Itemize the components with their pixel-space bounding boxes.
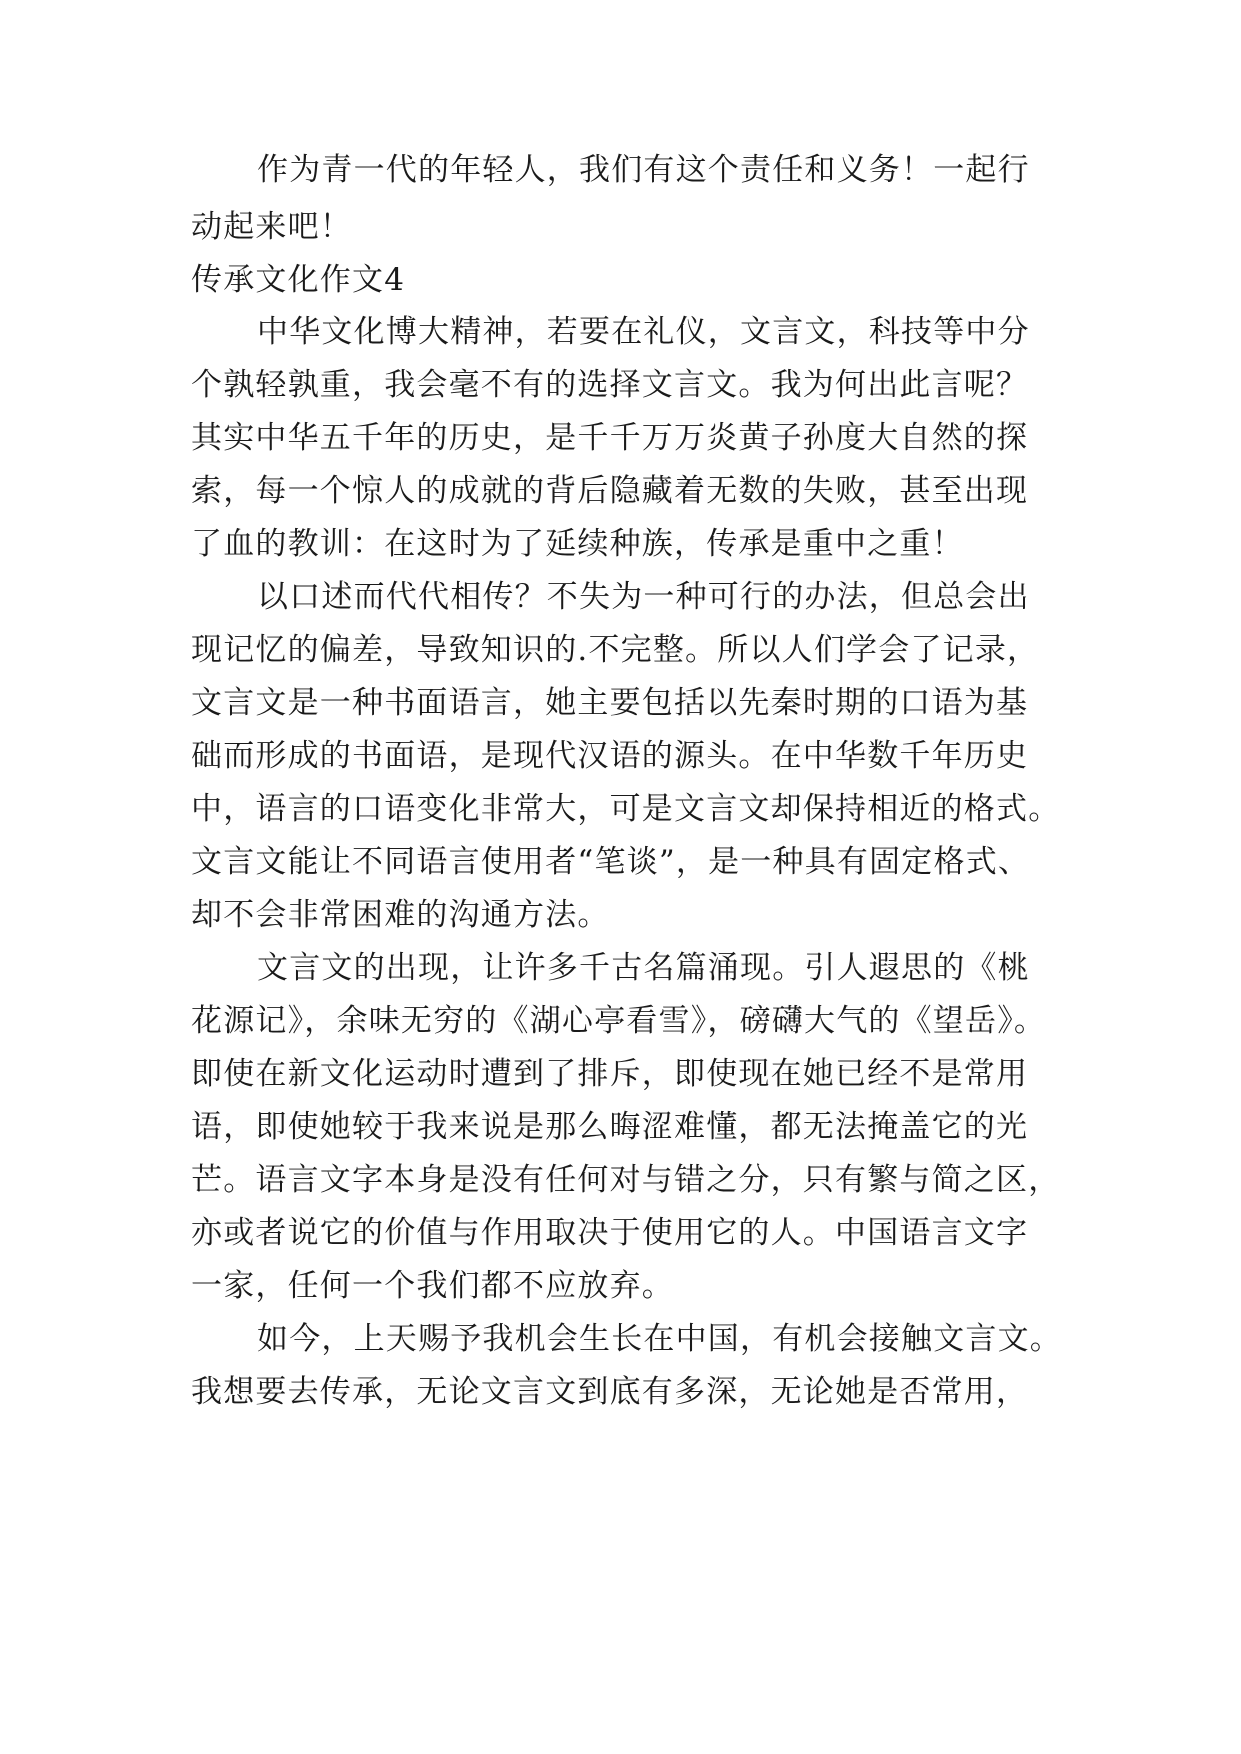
paragraph-line: 如今，上天赐予我机会生长在中国，有机会接触文言文。 (257, 1321, 1062, 1357)
paragraph-line: 础而形成的书面语，是现代汉语的源头。在中华数千年历史 (191, 738, 1029, 774)
paragraph-line: 现记忆的偏差，导致知识的.不完整。所以人们学会了记录， (191, 632, 1040, 668)
paragraph-line: 文言文的出现，让许多千古名篇涌现。引人遐思的《桃 (257, 950, 1030, 986)
section-heading: 传承文化作文4 (191, 262, 406, 298)
paragraph-line: 其实中华五千年的历史，是千千万万炎黄子孙度大自然的探 (191, 420, 1029, 456)
paragraph-line: 动起来吧！ (191, 209, 352, 245)
paragraph-line: 个孰轻孰重，我会毫不有的选择文言文。我为何出此言呢？ (191, 367, 1029, 403)
paragraph-line: 作为青一代的年轻人，我们有这个责任和义务！一起行 (257, 152, 1030, 188)
paragraph-line: 却不会非常困难的沟通方法。 (191, 897, 610, 933)
paragraph-line: 语，即使她较于我来说是那么晦涩难懂，都无法掩盖它的光 (191, 1109, 1029, 1145)
paragraph-line: 索，每一个惊人的成就的背后隐藏着无数的失败，甚至出现 (191, 473, 1029, 509)
paragraph-line: 亦或者说它的价值与作用取决于使用它的人。中国语言文字 (191, 1215, 1029, 1251)
paragraph-line: 中，语言的口语变化非常大，可是文言文却保持相近的格式。 (191, 791, 1061, 827)
paragraph-line: 文言文是一种书面语言，她主要包括以先秦时期的口语为基 (191, 685, 1029, 721)
paragraph-line: 花源记》，余味无穷的《湖心亭看雪》，磅礴大气的《望岳》。 (191, 1003, 1047, 1039)
paragraph-line: 一家，任何一个我们都不应放弃。 (191, 1268, 674, 1304)
paragraph-line: 文言文能让不同语言使用者“笔谈”，是一种具有固定格式、 (191, 844, 1031, 880)
paragraph-line: 芒。语言文字本身是没有任何对与错之分，只有繁与简之区， (191, 1162, 1061, 1198)
paragraph-line: 我想要去传承，无论文言文到底有多深，无论她是否常用， (191, 1374, 1029, 1410)
paragraph-line: 中华文化博大精神，若要在礼仪，文言文，科技等中分 (257, 314, 1030, 350)
paragraph-line: 以口述而代代相传？不失为一种可行的办法，但总会出 (257, 579, 1030, 615)
paragraph-line: 即使在新文化运动时遭到了排斥，即使现在她已经不是常用 (191, 1056, 1029, 1092)
paragraph-line: 了血的教训：在这时为了延续种族，传承是重中之重！ (191, 526, 964, 562)
